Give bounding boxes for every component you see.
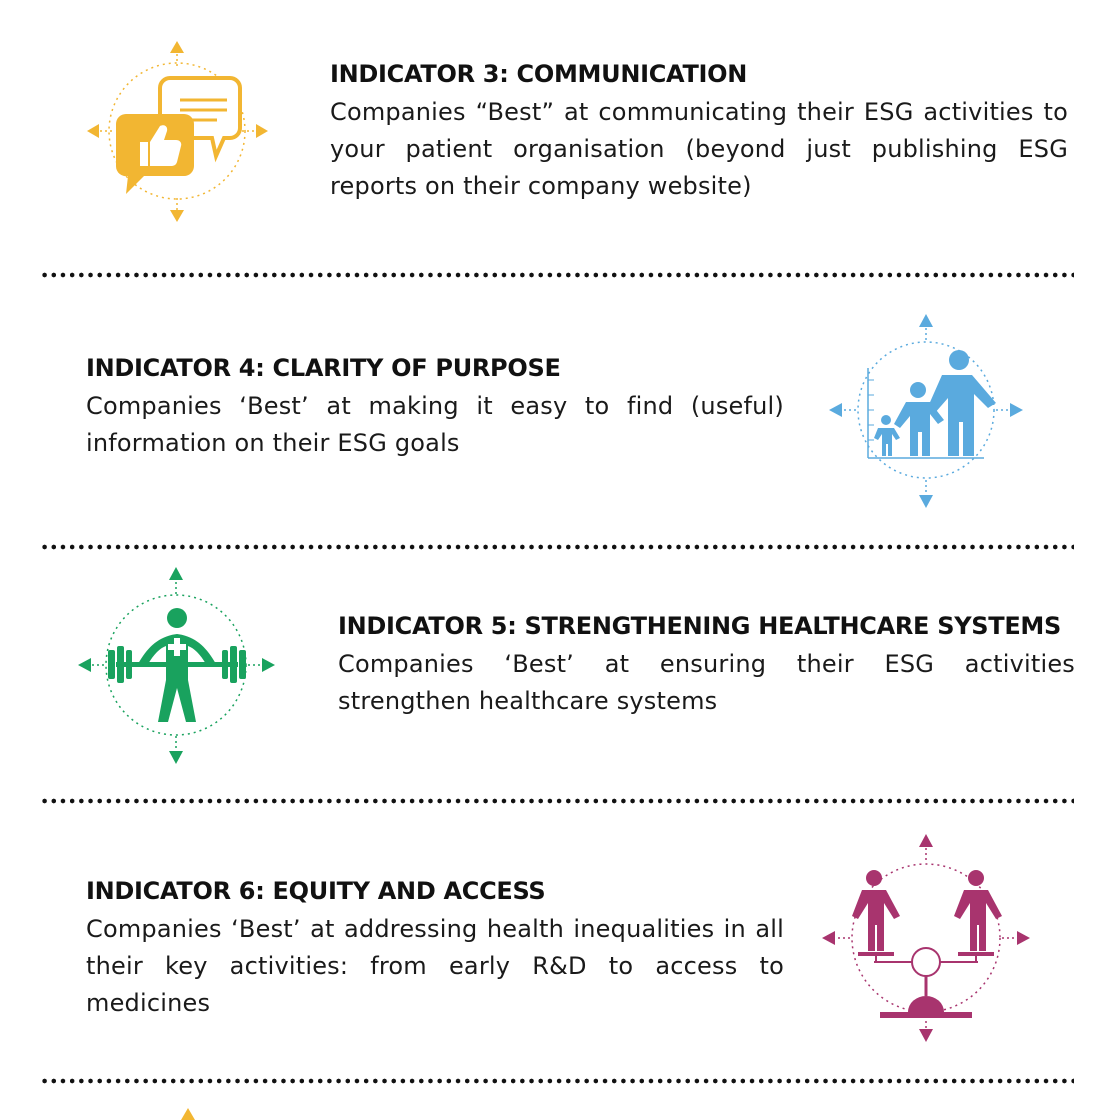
section-divider	[40, 798, 1074, 804]
indicator-6-heading: INDICATOR 6: EQUITY AND ACCESS	[86, 877, 546, 905]
indicator-5-heading: INDICATOR 5: STRENGTHENING HEALTHCARE SYSTEMS	[338, 612, 1061, 640]
indicator-4-description: Companies ‘Best’ at making it easy to find (useful) information on their ESG goals	[86, 392, 784, 457]
indicator-5-text	[338, 612, 1075, 720]
indicator-3-text	[330, 60, 1068, 205]
balance-people-icon	[818, 830, 1034, 1046]
communication-chat-thumbs-up-icon	[82, 38, 272, 228]
indicator-5-description: Companies ‘Best’ at ensuring their ESG activities strengthen healthcare systems	[338, 650, 1075, 715]
indicator-6-text	[86, 877, 784, 1022]
indicator-3-section	[0, 0, 1120, 270]
indicator-4-section	[0, 280, 1120, 544]
weightlifter-health-icon	[76, 564, 278, 766]
indicator-3-heading: INDICATOR 3: COMMUNICATION	[330, 60, 748, 88]
indicator-4-text	[86, 354, 784, 462]
growing-people-icon	[826, 310, 1026, 510]
indicator-6-section	[0, 806, 1120, 1074]
indicator-4-heading: INDICATOR 4: CLARITY OF PURPOSE	[86, 354, 561, 382]
section-divider	[40, 272, 1074, 278]
indicator-5-section	[0, 552, 1120, 798]
indicator-6-description: Companies ‘Best’ at addressing health inequalities in all their key activities: from early R&D to access to medicines	[86, 915, 784, 1017]
indicator-3-description: Companies “Best” at communicating their ESG activities to your patient organisation (beyond just publishing ESG reports on their company website)	[330, 98, 1068, 200]
arrow-up-icon	[176, 1106, 200, 1120]
section-divider	[40, 1078, 1074, 1084]
section-divider	[40, 544, 1074, 550]
